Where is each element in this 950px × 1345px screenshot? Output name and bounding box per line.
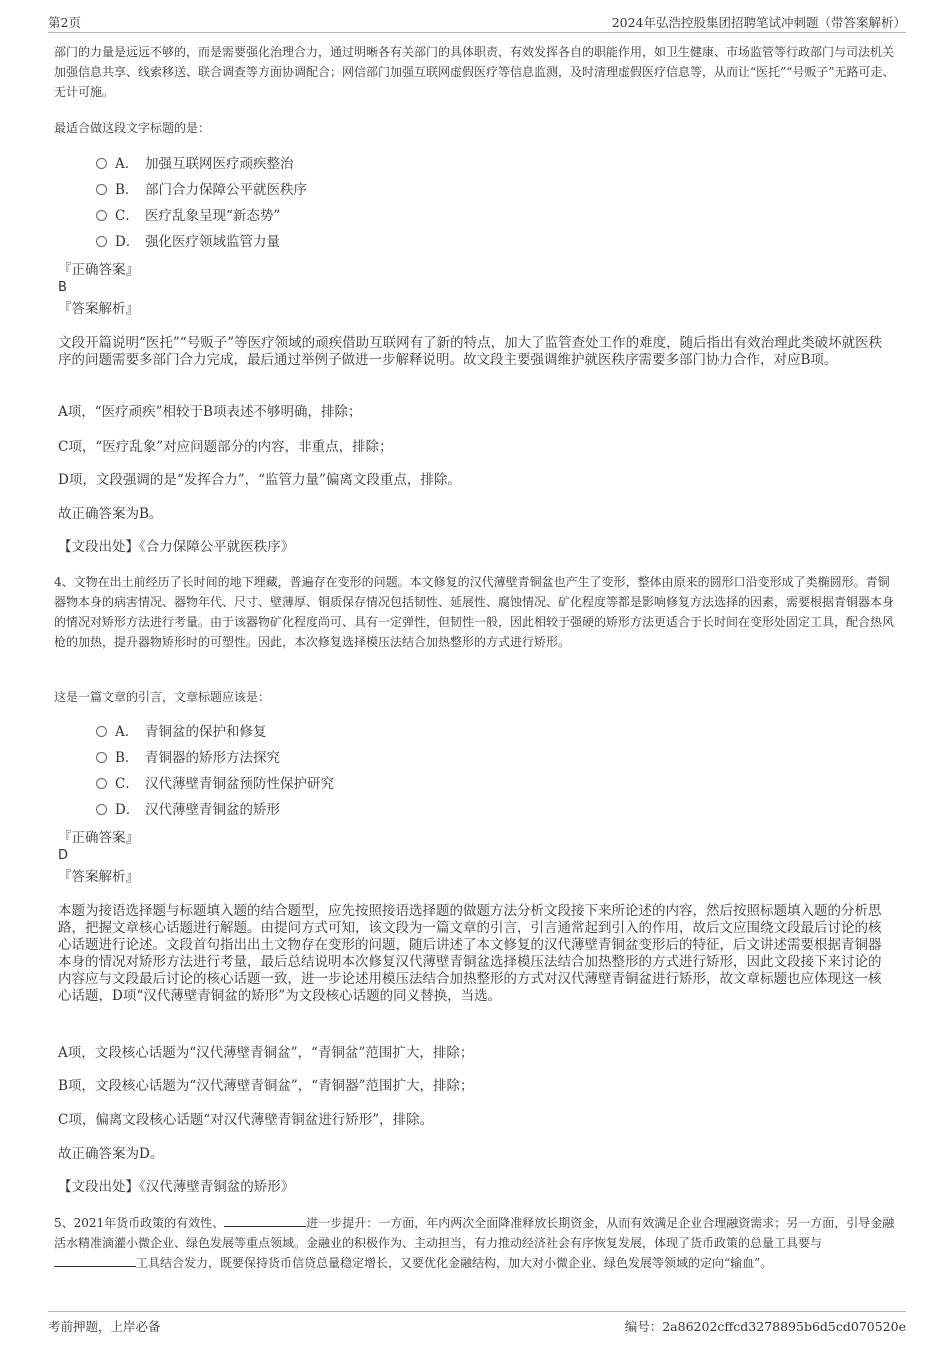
q4-passage: 4、文物在出土前经历了长时间的地下埋藏，普遍存在变形的问题。本文修复的汉代薄壁青铜盆也产生了变形，整体由原来的圆形口沿变形成了类椭圆形。青铜器物本身的病害情况、器物年代、尺寸、壁薄厚、铜质保存情况包括韧性、延展性、腐蚀情况、矿化程度等都是影响修复方法选择的因素，需要根据青铜器本身的情况对矫形方法进行考量。由于该器物矿化程度尚可、具有一定弹性，但韧性一般，因此相较于强硬的矫形方法更适合于长时间在变形处固定工具，配合热风枪的加热，提升器物矫形时的可塑性。因此，本次修复选择模压法结合加热整形的方式进行矫形。 [54,575,895,649]
q4-option-b[interactable]: B． 青铜器的矫形方法探究 [96,749,280,767]
q4-option-a[interactable]: A． 青铜盆的保护和修复 [96,723,267,741]
radio-icon[interactable] [96,158,107,169]
q3-correct-value: B [58,280,67,295]
q3-correct-label: 『正确答案』 [58,262,139,278]
q3-source: 【文段出处】《合力保障公平就医秩序》 [58,539,295,555]
radio-icon[interactable] [96,778,107,789]
document-title: 2024年弘浩控股集团招聘笔试冲刺题（带答案解析） [611,15,906,30]
radio-icon[interactable] [96,184,107,195]
q3-question: 最适合做这段文字标题的是： [54,121,211,135]
q3-option-b[interactable]: B． 部门合力保障公平就医秩序 [96,181,307,199]
q3-option-d[interactable]: D． 强化医疗领域监管力量 [96,233,280,251]
q4-correct-value: D [58,848,69,863]
q4-analysis-b: B项，文段核心话题为“汉代薄壁青铜盆”，“青铜器”范围扩大，排除； [58,1078,474,1094]
q4-conclusion: 故正确答案为D。 [58,1146,164,1162]
q3-analysis-d: D项，文段强调的是“发挥合力”，“监管力量”偏离文段重点，排除。 [58,472,461,488]
q4-analysis-a: A项，文段核心话题为“汉代薄壁青铜盆”，“青铜盆”范围扩大，排除； [58,1045,474,1061]
q4-correct-label: 『正确答案』 [58,830,139,846]
page-header [48,10,906,33]
q4-analysis-label: 『答案解析』 [58,869,139,885]
q3-passage: 部门的力量是远远不够的，而是需要强化治理合力，通过明晰各有关部门的具体职责，有效发挥各自的职能作用，如卫生健康、市场监管等行政部门与司法机关加强信息共享、线索移送、联合调查等方面协调配合；网信部门加强互联网虚假医疗等信息监测，及时清理虚假医疗信息等，从而让“医托”“号贩子”无路可走、无计可施。 [54,45,895,99]
q3-conclusion: 故正确答案为B。 [58,506,163,522]
q4-analysis-main: 本题为接语选择题与标题填入题的结合题型，应先按照接语选择题的做题方法分析文段接下来所论述的内容，然后按照标题填入题的分析思路，把握文章核心话题进行解题。由提问方式可知，该文段为一篇文章的引言，引言通常起到引入的作用，故后文应围绕文段最后讨论的核心话题进行论述。文段首句指出出土文物存在变形的问题，随后讲述了本文修复的汉代薄壁青铜盆变形后的特征，后文讲述需要根据青铜器本身的情况对矫形方法进行考量，最后总结说明本次修复汉代薄壁青铜盆选择模压法结合加热整形的方式进行矫形，因此文段接下来讨论的内容应与文段最后讨论的核心话题一致，进一步论述用模压法结合加热整形的方式对汉代薄壁青铜盆进行矫形，故文章标题也应体现这一核心话题，D项“汉代薄壁青铜盆的矫形”为文段核心话题的同义替换，当选。 [58,903,882,1004]
q4-option-d[interactable]: D． 汉代薄壁青铜盆的矫形 [96,801,280,819]
radio-icon[interactable] [96,752,107,763]
page-footer [48,1311,906,1336]
radio-icon[interactable] [96,804,107,815]
q3-analysis-main: 文段开篇说明“医托”“号贩子”等医疗领域的顽疾借助互联网有了新的特点，加大了监管查处工作的难度，随后指出有效治理此类破坏就医秩序的问题需要多部门合力完成，最后通过举例子做进一步解释说明。故文段主要强调维护就医秩序需要多部门协力合作，对应B项。 [58,335,883,368]
footer-code: 编号：2a86202cffcd3278895b6d5cd070520e [624,1319,906,1334]
q3-option-a[interactable]: A． 加强互联网医疗顽疾整治 [96,155,294,173]
q3-option-c[interactable]: C． 医疗乱象呈现“新态势” [96,207,280,225]
q4-option-c[interactable]: C． 汉代薄壁青铜盆预防性保护研究 [96,775,334,793]
radio-icon[interactable] [96,726,107,737]
radio-icon[interactable] [96,210,107,221]
radio-icon[interactable] [96,236,107,247]
q3-analysis-c: C项，“医疗乱象”对应问题部分的内容，非重点，排除； [58,439,393,455]
q3-analysis-label: 『答案解析』 [58,301,139,317]
page-number: 第2页 [48,15,81,30]
q3-analysis-a: A项，“医疗顽疾”相较于B项表述不够明确，排除； [58,404,362,420]
q4-question: 这是一篇文章的引言，文章标题应该是： [54,690,271,704]
footer-slogan: 考前押题，上岸必备 [48,1319,161,1334]
q4-source: 【文段出处】《汉代薄壁青铜盆的矫形》 [58,1179,295,1195]
q5-passage: 5、2021年货币政策的有效性、 进一步提升：一方面，年内两次全面降准释放长期资金，从而有效满足企业合理融资需求；另一方面，引导金融活水精准滴灌小微企业、绿色发展等重点领域。金融业的积极作为、主动担当，有力推动经济社会有序恢复发展，体现了货币政策的总量工具要与工具结合发力，既要保持货币信贷总量稳定增长，又要优化金融结构，加大对小微企业、绿色发展等领域的定向“输血”。 [54,1216,895,1270]
fill-blank-1[interactable] [224,1214,306,1227]
fill-blank-2[interactable] [54,1254,136,1267]
q4-analysis-c: C项，偏离文段核心话题“对汉代薄壁青铜盆进行矫形”，排除。 [58,1112,434,1128]
